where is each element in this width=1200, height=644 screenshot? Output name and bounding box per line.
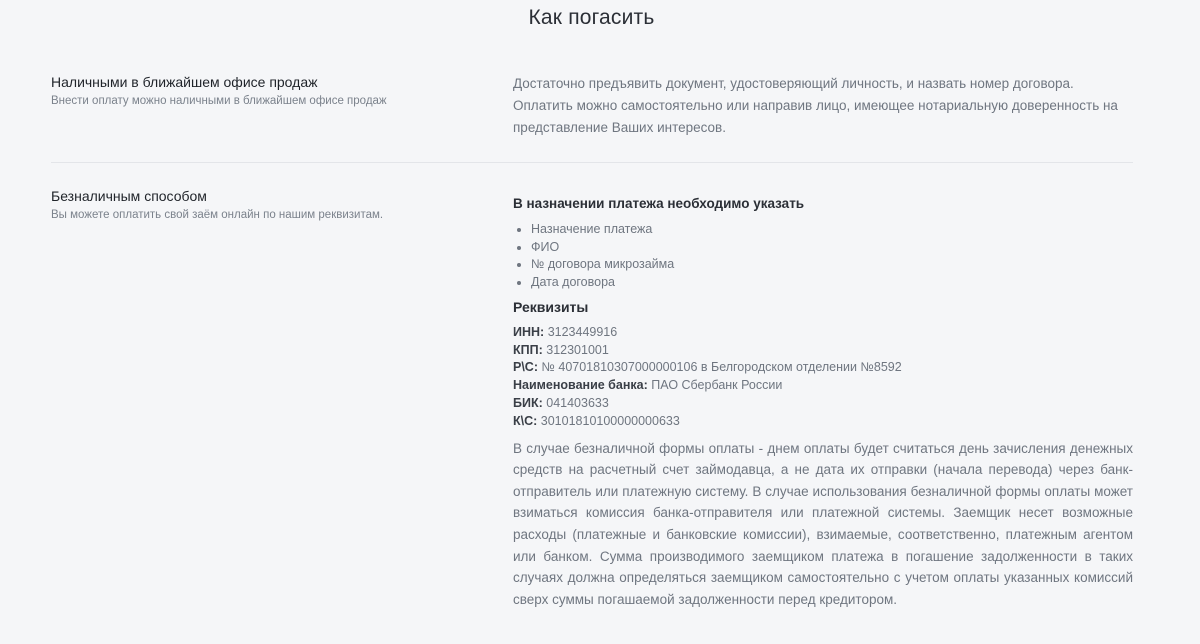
cash-payment-info <box>51 73 471 109</box>
cashless-payment-details <box>513 187 1133 610</box>
requisite-inn <box>513 324 1133 342</box>
list-item: Дата договора <box>513 274 1133 292</box>
page-title: Как погасить <box>528 6 655 29</box>
requisite-label: Наименование банка: <box>513 378 648 393</box>
requisite-label: Р\С: <box>513 360 538 375</box>
cash-payment-text: Достаточно предъявить документ, удостоверяющий личность, и назвать номер договора. Оплатить можно самостоятельно или направив лицо, имеющее нотариальную доверенность на представление Ваших интересов. <box>513 76 1118 135</box>
requisite-corr-account <box>513 413 1133 431</box>
requisites-list <box>513 324 1133 431</box>
cashless-payment-note: В случае безналичной формы оплаты - днем оплаты будет считаться день зачисления денежных средств на расчетный счет займодавца, а не дата их отправки (начала перевода) через банк-отправитель или платежную систему. В случае использования безналичной формы оплаты может взиматься комиссия банка-отправителя или платежной системы. Заемщик несет возможные расходы (платежные и банковские комиссии), взимаемые, соответственно, платежным агентом или банком. Сумма производимого заемщиком платежа в погашение задолженности в таких случаях должна определяться заемщиком самостоятельно с учетом оплаты указанных комиссий сверх суммы погашаемой задолженности перед кредитором. <box>513 440 1133 607</box>
requisite-label: ИНН: <box>513 324 545 339</box>
cash-payment-subtitle: Внести оплату можно наличными в ближайшем офисе продаж <box>51 95 387 107</box>
requisite-value: 3123449916 <box>547 324 618 339</box>
list-item: № договора микрозайма <box>513 256 1133 274</box>
requisite-value: № 40701810307000000106 в Белгородском отделении №8592 <box>541 360 902 375</box>
cash-payment-section <box>51 73 1133 163</box>
cashless-payment-info <box>51 187 471 223</box>
cash-payment-details <box>513 73 1133 139</box>
cash-payment-title: Наличными в ближайшем офисе продаж <box>51 74 318 90</box>
cashless-payment-subtitle: Вы можете оплатить свой заём онлайн по нашим реквизитам. <box>51 209 384 221</box>
requisite-label: БИК: <box>513 396 543 410</box>
requisite-bank-name <box>513 377 1133 395</box>
requisite-label: К\С: <box>513 413 538 428</box>
list-item: Назначение платежа <box>513 221 1133 239</box>
payment-purpose-heading: В назначении платежа необходимо указать <box>513 196 805 211</box>
payment-purpose-list <box>513 221 1133 292</box>
requisite-value: 30101810100000000633 <box>540 413 680 428</box>
requisite-account <box>513 359 1133 377</box>
requisites-heading: Реквизиты <box>513 298 589 315</box>
list-item: ФИО <box>513 239 1133 257</box>
requisite-bik <box>513 395 1133 413</box>
requisite-value: 312301001 <box>546 342 609 357</box>
cashless-payment-title: Безналичным способом <box>51 188 207 204</box>
requisite-kpp <box>513 342 1133 360</box>
requisite-label: КПП: <box>513 342 543 357</box>
requisite-value: 041403633 <box>546 396 609 410</box>
requisite-value: ПАО Сбербанк России <box>651 378 783 393</box>
